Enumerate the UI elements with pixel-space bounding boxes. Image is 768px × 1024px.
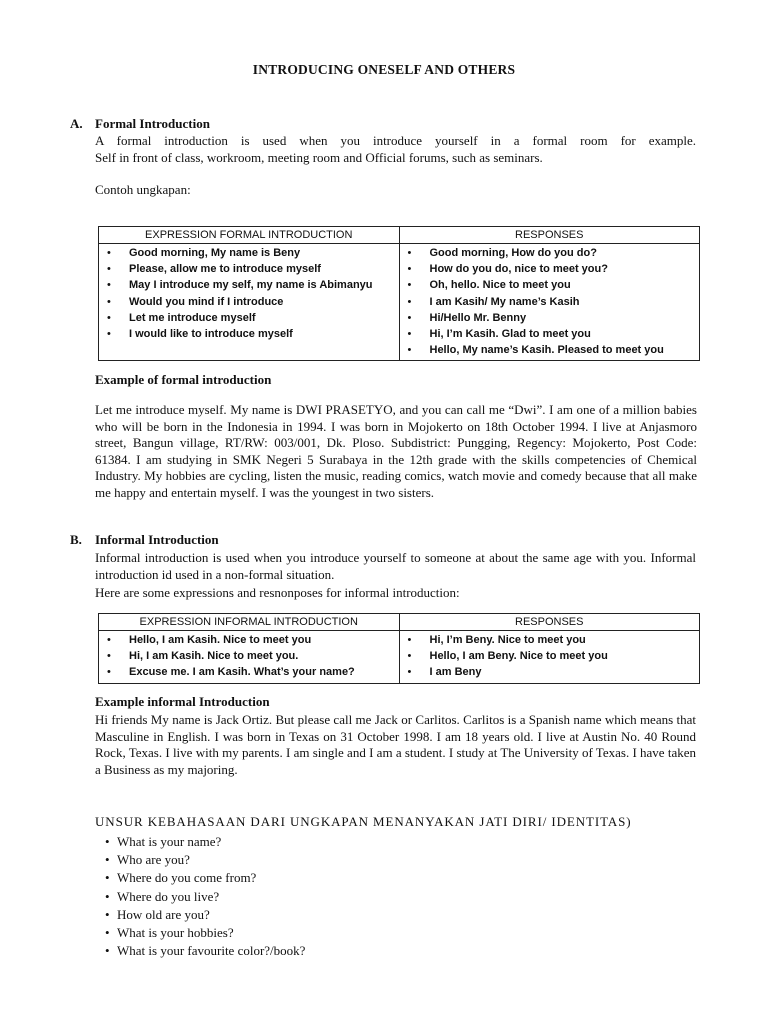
question-list [105, 833, 305, 960]
formal-expression-table [98, 226, 700, 361]
formal-example-paragraph: Let me introduce myself. My name is DWI PRASETYO, and you can call me “Dwi”. I am one of a million babies who will be born in the Indonesia in 1994. I was born in Mojokerto on 18th October 1994. I live at Anjasmoro street, Bangun village, RT/RW: 003/001, Dk. Ploso. Subdistrict: Pungging, Regency: Mojokerto, Post Code: 61384. I am studying in SMK Negeri 5 Surabaya in the 12th grade with the skills competencies of Chemical Industry. My hobbies are cycling, listen the music, reading comics, watch movie and comedy because that all make me happy and entertain myself. I was the youngest in two sisters. [95, 402, 697, 500]
formal-example-heading: Example of formal introduction [95, 372, 272, 387]
formal-expression-item: • Please, allow me to introduce myself [99, 261, 399, 277]
section-b-heading [70, 532, 219, 548]
informal-expression-table [98, 613, 700, 684]
formal-response-item: • How do you do, nice to meet you? [400, 261, 700, 277]
section-b-number: B. [70, 532, 82, 547]
question-item: • Where do you live? [105, 888, 305, 906]
formal-response-item: • I am Kasih/ My name’s Kasih [400, 294, 700, 310]
formal-expression-item: • May I introduce my self, my name is Abimanyu [99, 277, 399, 293]
formal-table-header-responses: RESPONSES [399, 227, 700, 244]
question-item: • Where do you come from? [105, 869, 305, 887]
formal-response-item: • Hello, My name’s Kasih. Pleased to meet you [400, 342, 700, 358]
informal-response-item: • I am Beny [400, 664, 700, 680]
informal-table-header-responses: RESPONSES [399, 614, 700, 631]
formal-response-item: • Good morning, How do you do? [400, 245, 700, 261]
section-b-intro-paragraph: Informal introduction is used when you introduce yourself to someone at about the same age with you. Informal introduction id used in a non-formal situation. [95, 550, 696, 582]
question-item: • What is your favourite color?/book? [105, 942, 305, 960]
formal-expression-item: • I would like to introduce myself [99, 326, 399, 342]
question-item: • What is your hobbies? [105, 924, 305, 942]
informal-response-item: • Hello, I am Beny. Nice to meet you [400, 648, 700, 664]
informal-table-header-expression: EXPRESSION INFORMAL INTRODUCTION [99, 614, 400, 631]
document-title: INTRODUCING ONESELF AND OTHERS [252, 62, 516, 77]
formal-expression-item: • Good morning, My name is Beny [99, 245, 399, 261]
informal-expression-item: • Hi, I am Kasih. Nice to meet you. [99, 648, 399, 664]
formal-response-item: • Hi, I’m Kasih. Glad to meet you [400, 326, 700, 342]
section-b-title: Informal Introduction [95, 532, 219, 547]
formal-table-header-expression: EXPRESSION FORMAL INTRODUCTION [99, 227, 400, 244]
contoh-label: Contoh ungkapan: [95, 182, 191, 197]
informal-responses-cell [399, 631, 700, 684]
formal-expression-item: • Would you mind if I introduce [99, 294, 399, 310]
section-b-intro-line3: Here are some expressions and resnonposes for informal introduction: [95, 585, 460, 600]
question-item: • How old are you? [105, 906, 305, 924]
informal-example-paragraph: Hi friends My name is Jack Ortiz. But please call me Jack or Carlitos. Carlitos is a Spanish name which means that Masculine in English. I was born in Texas on 31 October 1998. I am 18 years old. I live at Austin No. 40 Round Rock, Texas. I live with my parents. I am single and I am a student. I study at The University of Texas. I have taken a Business as my majoring. [95, 712, 696, 777]
informal-expressions-cell [99, 631, 400, 684]
question-item: • Who are you? [105, 851, 305, 869]
informal-expression-item: • Excuse me. I am Kasih. What’s your name? [99, 664, 399, 680]
section-a-title: Formal Introduction [95, 116, 210, 131]
section-a-heading [70, 116, 210, 132]
formal-expression-item: • Let me introduce myself [99, 310, 399, 326]
informal-response-item: • Hi, I’m Beny. Nice to meet you [400, 632, 700, 648]
section-a-intro-line1: A formal introduction is used when you introduce yourself in a formal room for example. [95, 133, 696, 148]
section-a-number: A. [70, 116, 83, 131]
formal-response-item: • Oh, hello. Nice to meet you [400, 277, 700, 293]
informal-example-heading: Example informal Introduction [95, 694, 270, 709]
section-a-intro-line2: Self in front of class, workroom, meeting room and Official forums, such as seminars. [95, 150, 543, 165]
unsur-heading: UNSUR KEBAHASAAN DARI UNGKAPAN MENANYAKAN JATI DIRI/ IDENTITAS) [95, 814, 632, 829]
formal-responses-cell [399, 244, 700, 361]
informal-expression-item: • Hello, I am Kasih. Nice to meet you [99, 632, 399, 648]
formal-response-item: • Hi/Hello Mr. Benny [400, 310, 700, 326]
question-item: • What is your name? [105, 833, 305, 851]
formal-expressions-cell [99, 244, 400, 361]
